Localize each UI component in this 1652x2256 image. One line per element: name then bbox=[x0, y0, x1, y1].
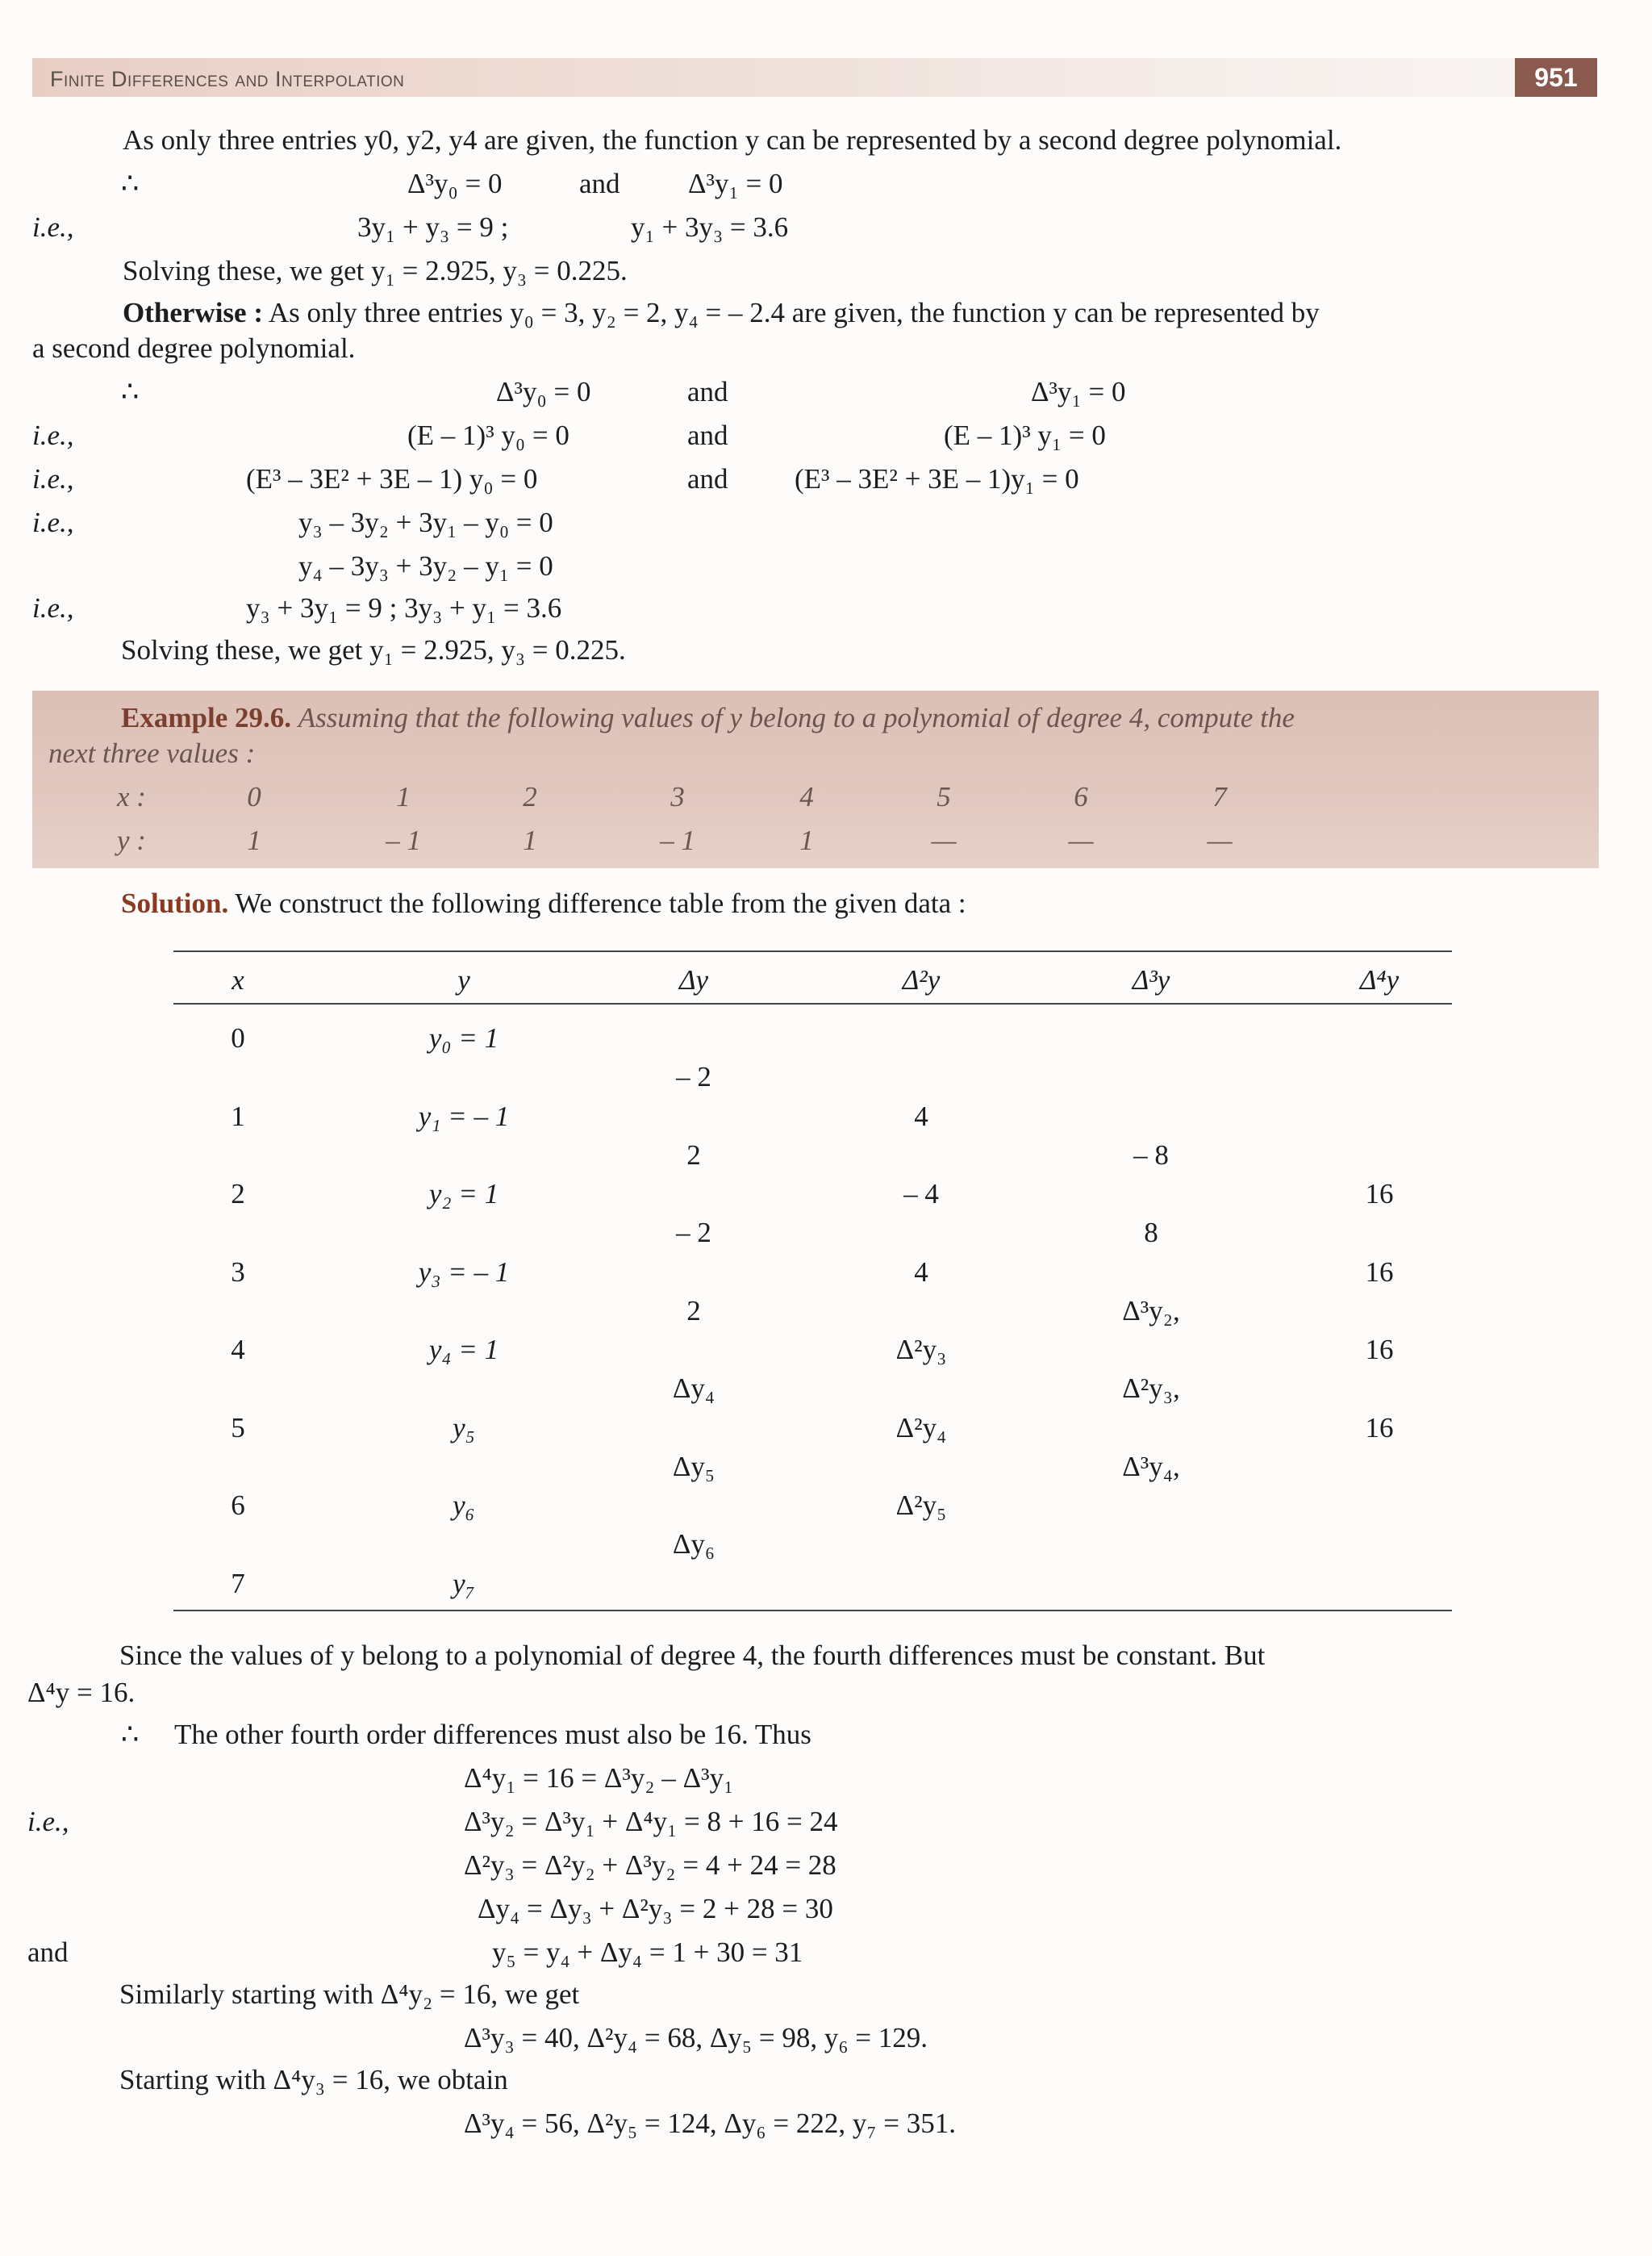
equation: (E³ – 3E² + 3E – 1)y₁ = 0 bbox=[795, 463, 1079, 495]
table-header-cell: y bbox=[457, 964, 470, 996]
table-y-cell: y₄ = 1 bbox=[428, 1334, 499, 1365]
therefore-symbol: ∴ bbox=[121, 1719, 140, 1750]
solution-line: Solving these, we get y₁ = 2.925, y₃ = 0.225. bbox=[121, 634, 626, 666]
table-diff1-cell: – 2 bbox=[676, 1061, 711, 1093]
table-header-rule bbox=[173, 1003, 1452, 1005]
equation: Δ³y₄ = 56, Δ²y₅ = 124, Δy₆ = 222, y₇ = 351. bbox=[464, 2108, 957, 2139]
table-diff1-cell: Δy₆ bbox=[672, 1528, 715, 1560]
equation: y₁ + 3y₃ = 3.6 bbox=[631, 211, 789, 243]
example-x-value: 0 bbox=[247, 781, 261, 813]
table-diff4-cell: 16 bbox=[1365, 1255, 1394, 1288]
table-diff2-cell: – 4 bbox=[903, 1178, 939, 1209]
table-x-cell: 7 bbox=[231, 1567, 245, 1599]
table-y-cell: y₅ bbox=[453, 1411, 475, 1443]
equation: Δ³y₂ = Δ³y₁ + Δ⁴y₁ = 8 + 16 = 24 bbox=[464, 1806, 838, 1837]
page-number: 951 bbox=[1515, 58, 1597, 97]
table-y-cell: y₃ = – 1 bbox=[418, 1255, 510, 1288]
x-row-label: x : bbox=[117, 781, 146, 813]
table-diff3-cell: Δ³y₂, bbox=[1122, 1294, 1180, 1326]
equation: Δ²y₃ = Δ²y₂ + Δ³y₂ = 4 + 24 = 28 bbox=[464, 1849, 836, 1881]
therefore-symbol: ∴ bbox=[121, 168, 140, 199]
and-word: and bbox=[687, 420, 728, 451]
example-x-value: 4 bbox=[799, 781, 814, 813]
example-y-value: — bbox=[931, 825, 957, 856]
table-header-cell: Δ³y bbox=[1132, 964, 1170, 996]
equation: (E³ – 3E² + 3E – 1) y₀ = 0 bbox=[246, 463, 538, 495]
and-word: and bbox=[27, 1936, 69, 1968]
equation: Δ³y₀ = 0 bbox=[496, 376, 591, 407]
solution-intro bbox=[121, 886, 966, 921]
example-y-value: — bbox=[1207, 825, 1233, 856]
ie-label: i.e., bbox=[27, 1806, 69, 1837]
table-diff2-cell: Δ²y₃ bbox=[895, 1334, 947, 1365]
table-x-cell: 1 bbox=[231, 1100, 245, 1132]
table-x-cell: 6 bbox=[231, 1489, 245, 1521]
conclusion-paragraph-cont: Δ⁴y = 16. bbox=[27, 1677, 136, 1708]
table-diff1-cell: Δy₄ bbox=[672, 1372, 715, 1405]
table-header-cell: Δ²y bbox=[902, 964, 941, 996]
table-y-cell: y₁ = – 1 bbox=[418, 1100, 510, 1132]
table-diff1-cell: Δy₅ bbox=[672, 1450, 715, 1482]
example-text: Assuming that the following values of y belong to a polynomial of degree 4, compute the bbox=[298, 702, 1295, 733]
table-diff2-cell: 4 bbox=[914, 1100, 928, 1132]
table-x-cell: 5 bbox=[231, 1411, 245, 1443]
intro-paragraph: As only three entries y0, y2, y4 are given, the function y can be represented by a second degree polynomial. bbox=[123, 124, 1342, 156]
example-x-value: 1 bbox=[396, 781, 411, 813]
equation: Δy₄ = Δy₃ + Δ²y₃ = 2 + 28 = 30 bbox=[478, 1893, 833, 1924]
example-x-value: 2 bbox=[523, 781, 537, 813]
table-x-cell: 4 bbox=[231, 1334, 245, 1365]
equation: (E – 1)³ y₁ = 0 bbox=[944, 420, 1106, 451]
otherwise-text: As only three entries y₀ = 3, y₂ = 2, y₄ = – 2.4 are given, the function y can be represented by bbox=[268, 297, 1320, 328]
table-diff2-cell: Δ²y₄ bbox=[895, 1411, 947, 1443]
solution-line: Solving these, we get y₁ = 2.925, y₃ = 0.225. bbox=[123, 255, 628, 286]
equation: 3y₁ + y₃ = 9 ; bbox=[357, 211, 509, 243]
example-y-value: – 1 bbox=[660, 825, 695, 856]
table-diff2-cell: 4 bbox=[914, 1255, 928, 1288]
table-x-cell: 0 bbox=[231, 1022, 245, 1054]
table-diff1-cell: 2 bbox=[686, 1294, 701, 1326]
table-y-cell: y₀ = 1 bbox=[428, 1022, 499, 1054]
solution-label: Solution. bbox=[121, 888, 229, 919]
otherwise-label: Otherwise : bbox=[123, 297, 263, 328]
equation: Δ³y₃ = 40, Δ²y₄ = 68, Δy₅ = 98, y₆ = 129. bbox=[464, 2022, 928, 2053]
example-y-value: 1 bbox=[523, 825, 537, 856]
equation: y₃ + 3y₁ = 9 ; 3y₃ + y₁ = 3.6 bbox=[246, 592, 562, 624]
example-x-value: 7 bbox=[1212, 781, 1227, 813]
conclusion-paragraph: Since the values of y belong to a polynomial of degree 4, the fourth differences must be constant. But bbox=[119, 1640, 1266, 1671]
table-y-cell: y₂ = 1 bbox=[428, 1178, 499, 1209]
equation: y₃ – 3y₂ + 3y₁ – y₀ = 0 bbox=[298, 507, 553, 538]
equation: Δ³y₁ = 0 bbox=[1031, 376, 1126, 407]
example-statement bbox=[121, 700, 1295, 736]
equation: y₄ – 3y₃ + 3y₂ – y₁ = 0 bbox=[298, 550, 553, 582]
example-x-value: 5 bbox=[937, 781, 951, 813]
ie-label: i.e., bbox=[32, 211, 74, 243]
table-y-cell: y₆ bbox=[453, 1489, 475, 1521]
example-text-cont: next three values : bbox=[48, 737, 256, 769]
example-y-value: — bbox=[1068, 825, 1094, 856]
table-diff2-cell: Δ²y₅ bbox=[895, 1489, 947, 1521]
equation: y₅ = y₄ + Δy₄ = 1 + 30 = 31 bbox=[492, 1936, 803, 1968]
running-title: Finite Differences and Interpolation bbox=[50, 67, 405, 91]
table-top-rule bbox=[173, 950, 1452, 952]
table-diff3-cell: Δ³y₄, bbox=[1122, 1450, 1180, 1482]
example-y-value: 1 bbox=[799, 825, 814, 856]
table-header-cell: x bbox=[232, 964, 244, 996]
and-word: and bbox=[579, 168, 620, 199]
table-diff3-cell: 8 bbox=[1144, 1217, 1158, 1249]
therefore-symbol: ∴ bbox=[121, 376, 140, 407]
table-diff1-cell: 2 bbox=[686, 1138, 701, 1171]
example-x-value: 6 bbox=[1074, 781, 1088, 813]
table-diff3-cell: – 8 bbox=[1133, 1138, 1169, 1171]
starting-line: Starting with Δ⁴y₃ = 16, we obtain bbox=[119, 2064, 508, 2095]
ie-label: i.e., bbox=[32, 507, 74, 538]
equation: Δ⁴y₁ = 16 = Δ³y₂ – Δ³y₁ bbox=[464, 1762, 734, 1794]
table-y-cell: y₇ bbox=[453, 1567, 475, 1599]
example-y-value: – 1 bbox=[386, 825, 421, 856]
equation: (E – 1)³ y₀ = 0 bbox=[407, 420, 569, 451]
table-header-cell: Δy bbox=[678, 964, 709, 996]
table-x-cell: 3 bbox=[231, 1255, 245, 1288]
equation: Δ³y₁ = 0 bbox=[688, 168, 783, 199]
similarly-line: Similarly starting with Δ⁴y₂ = 16, we get bbox=[119, 1978, 580, 2010]
table-header-cell: Δ⁴y bbox=[1359, 964, 1400, 996]
ie-label: i.e., bbox=[32, 420, 74, 451]
equation: Δ³y₀ = 0 bbox=[407, 168, 503, 199]
otherwise-text-cont: a second degree polynomial. bbox=[32, 332, 356, 364]
example-label: Example 29.6. bbox=[121, 702, 291, 733]
and-word: and bbox=[687, 376, 728, 407]
and-word: and bbox=[687, 463, 728, 495]
table-diff4-cell: 16 bbox=[1365, 1334, 1394, 1365]
ie-label: i.e., bbox=[32, 463, 74, 495]
table-diff1-cell: – 2 bbox=[676, 1217, 711, 1249]
y-row-label: y : bbox=[117, 825, 146, 856]
table-diff3-cell: Δ²y₃, bbox=[1122, 1372, 1180, 1405]
conclusion-statement: The other fourth order differences must also be 16. Thus bbox=[174, 1719, 811, 1750]
ie-label: i.e., bbox=[32, 592, 74, 624]
table-bottom-rule bbox=[173, 1610, 1452, 1611]
otherwise-paragraph bbox=[123, 295, 1320, 331]
table-x-cell: 2 bbox=[231, 1178, 245, 1209]
example-y-value: 1 bbox=[247, 825, 261, 856]
table-diff4-cell: 16 bbox=[1365, 1178, 1394, 1209]
example-x-value: 3 bbox=[670, 781, 685, 813]
solution-text: We construct the following difference table from the given data : bbox=[235, 888, 966, 919]
table-diff4-cell: 16 bbox=[1365, 1411, 1394, 1443]
